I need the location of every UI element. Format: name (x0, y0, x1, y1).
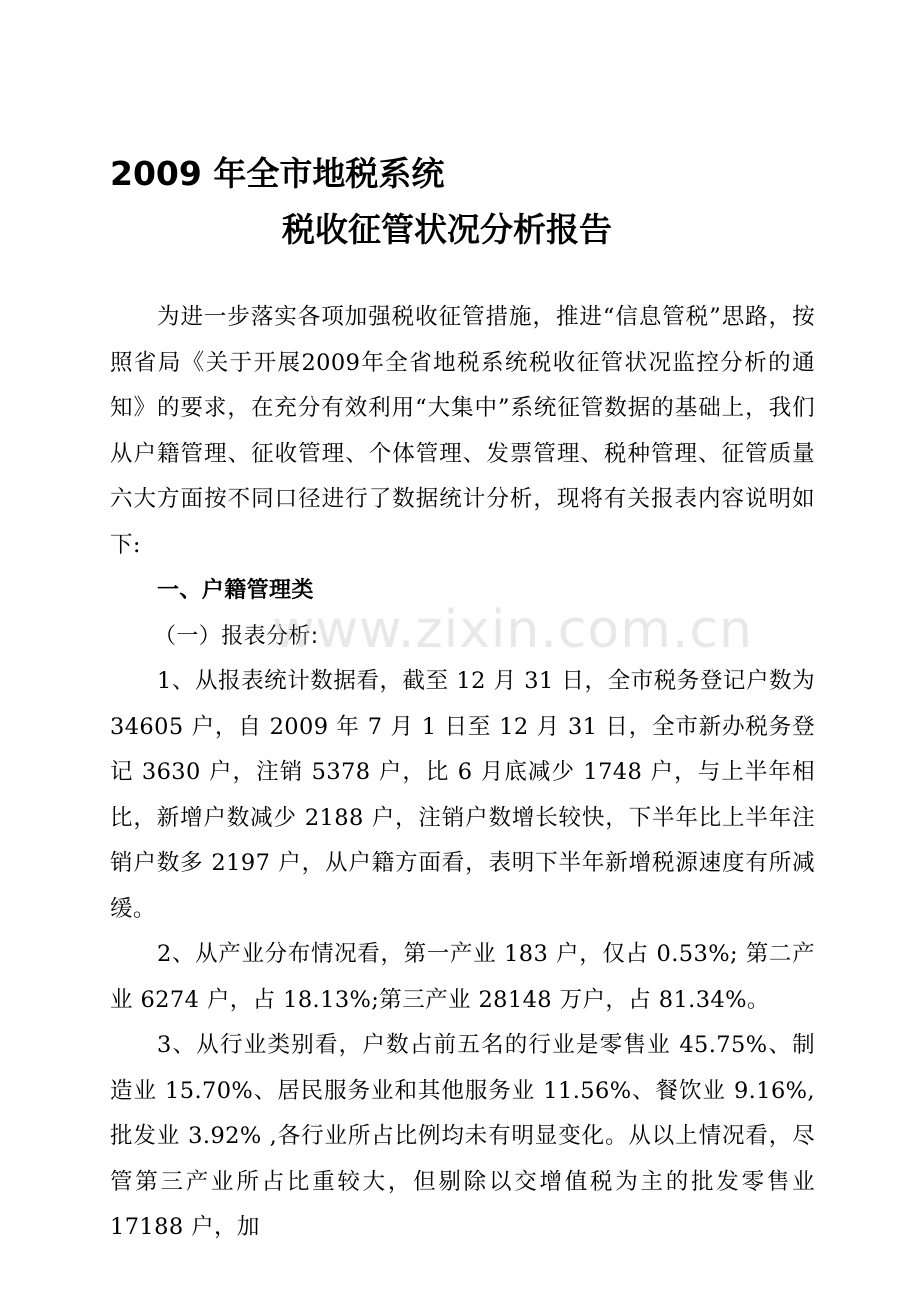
paragraph-3: 3、从行业类别看，户数占前五名的行业是零售业 45.75%、制造业 15.70%、居民服务业和其他服务业 11.56%、餐饮业 9.16%,批发业 3.92% ,各行业所占比例均未有明显变化。从以上情况看，尽管第三产业所占比重较大，但剔除以交增值税为主的批发零售业 17188 户，加 (110, 1032, 815, 1240)
paragraph-1: 1、从报表统计数据看，截至 12 月 31 日，全市税务登记户数为 34605 户，自 2009 年 7 月 1 日至 12 月 31 日，全市新办税务登记 3630 户，注销 5378 户，比 6 月底减少 1748 户，与上半年相比，新增户数减少 2188 户，注销户数增长较快，下半年比上半年注销户数多 2197 户，从户籍方面看，表明下半年新增税源速度有所减缓。 (110, 668, 815, 922)
watermark: www.zixin.com.cn (272, 600, 753, 660)
subsection-heading: （一）报表分析: (154, 623, 319, 649)
intro-paragraph: 为进一步落实各项加强税收征管措施，推进“信息管税”思路，按照省局《关于开展2009年全省地税系统税收征管状况监控分析的通知》的要求，在充分有效利用“大集中”系统征管数据的基础上，我们从户籍管理、征收管理、个体管理、发票管理、税种管理、征管质量六大方面按不同口径进行了数据统计分析，现将有关报表内容说明如下: (110, 304, 815, 558)
section-heading: 一、户籍管理类 (157, 578, 314, 603)
document-body (110, 295, 815, 1251)
title-line-2: 税收征管状况分析报告 (282, 210, 612, 249)
paragraph-2: 2、从产业分布情况看，第一产业 183 户，仅占 0.53%; 第二产业 6274 户，占 18.13%;第三产业 28148 万户，占 81.34%。 (110, 941, 815, 1013)
title-line-1: 2009 年全市地税系统 (110, 154, 445, 193)
